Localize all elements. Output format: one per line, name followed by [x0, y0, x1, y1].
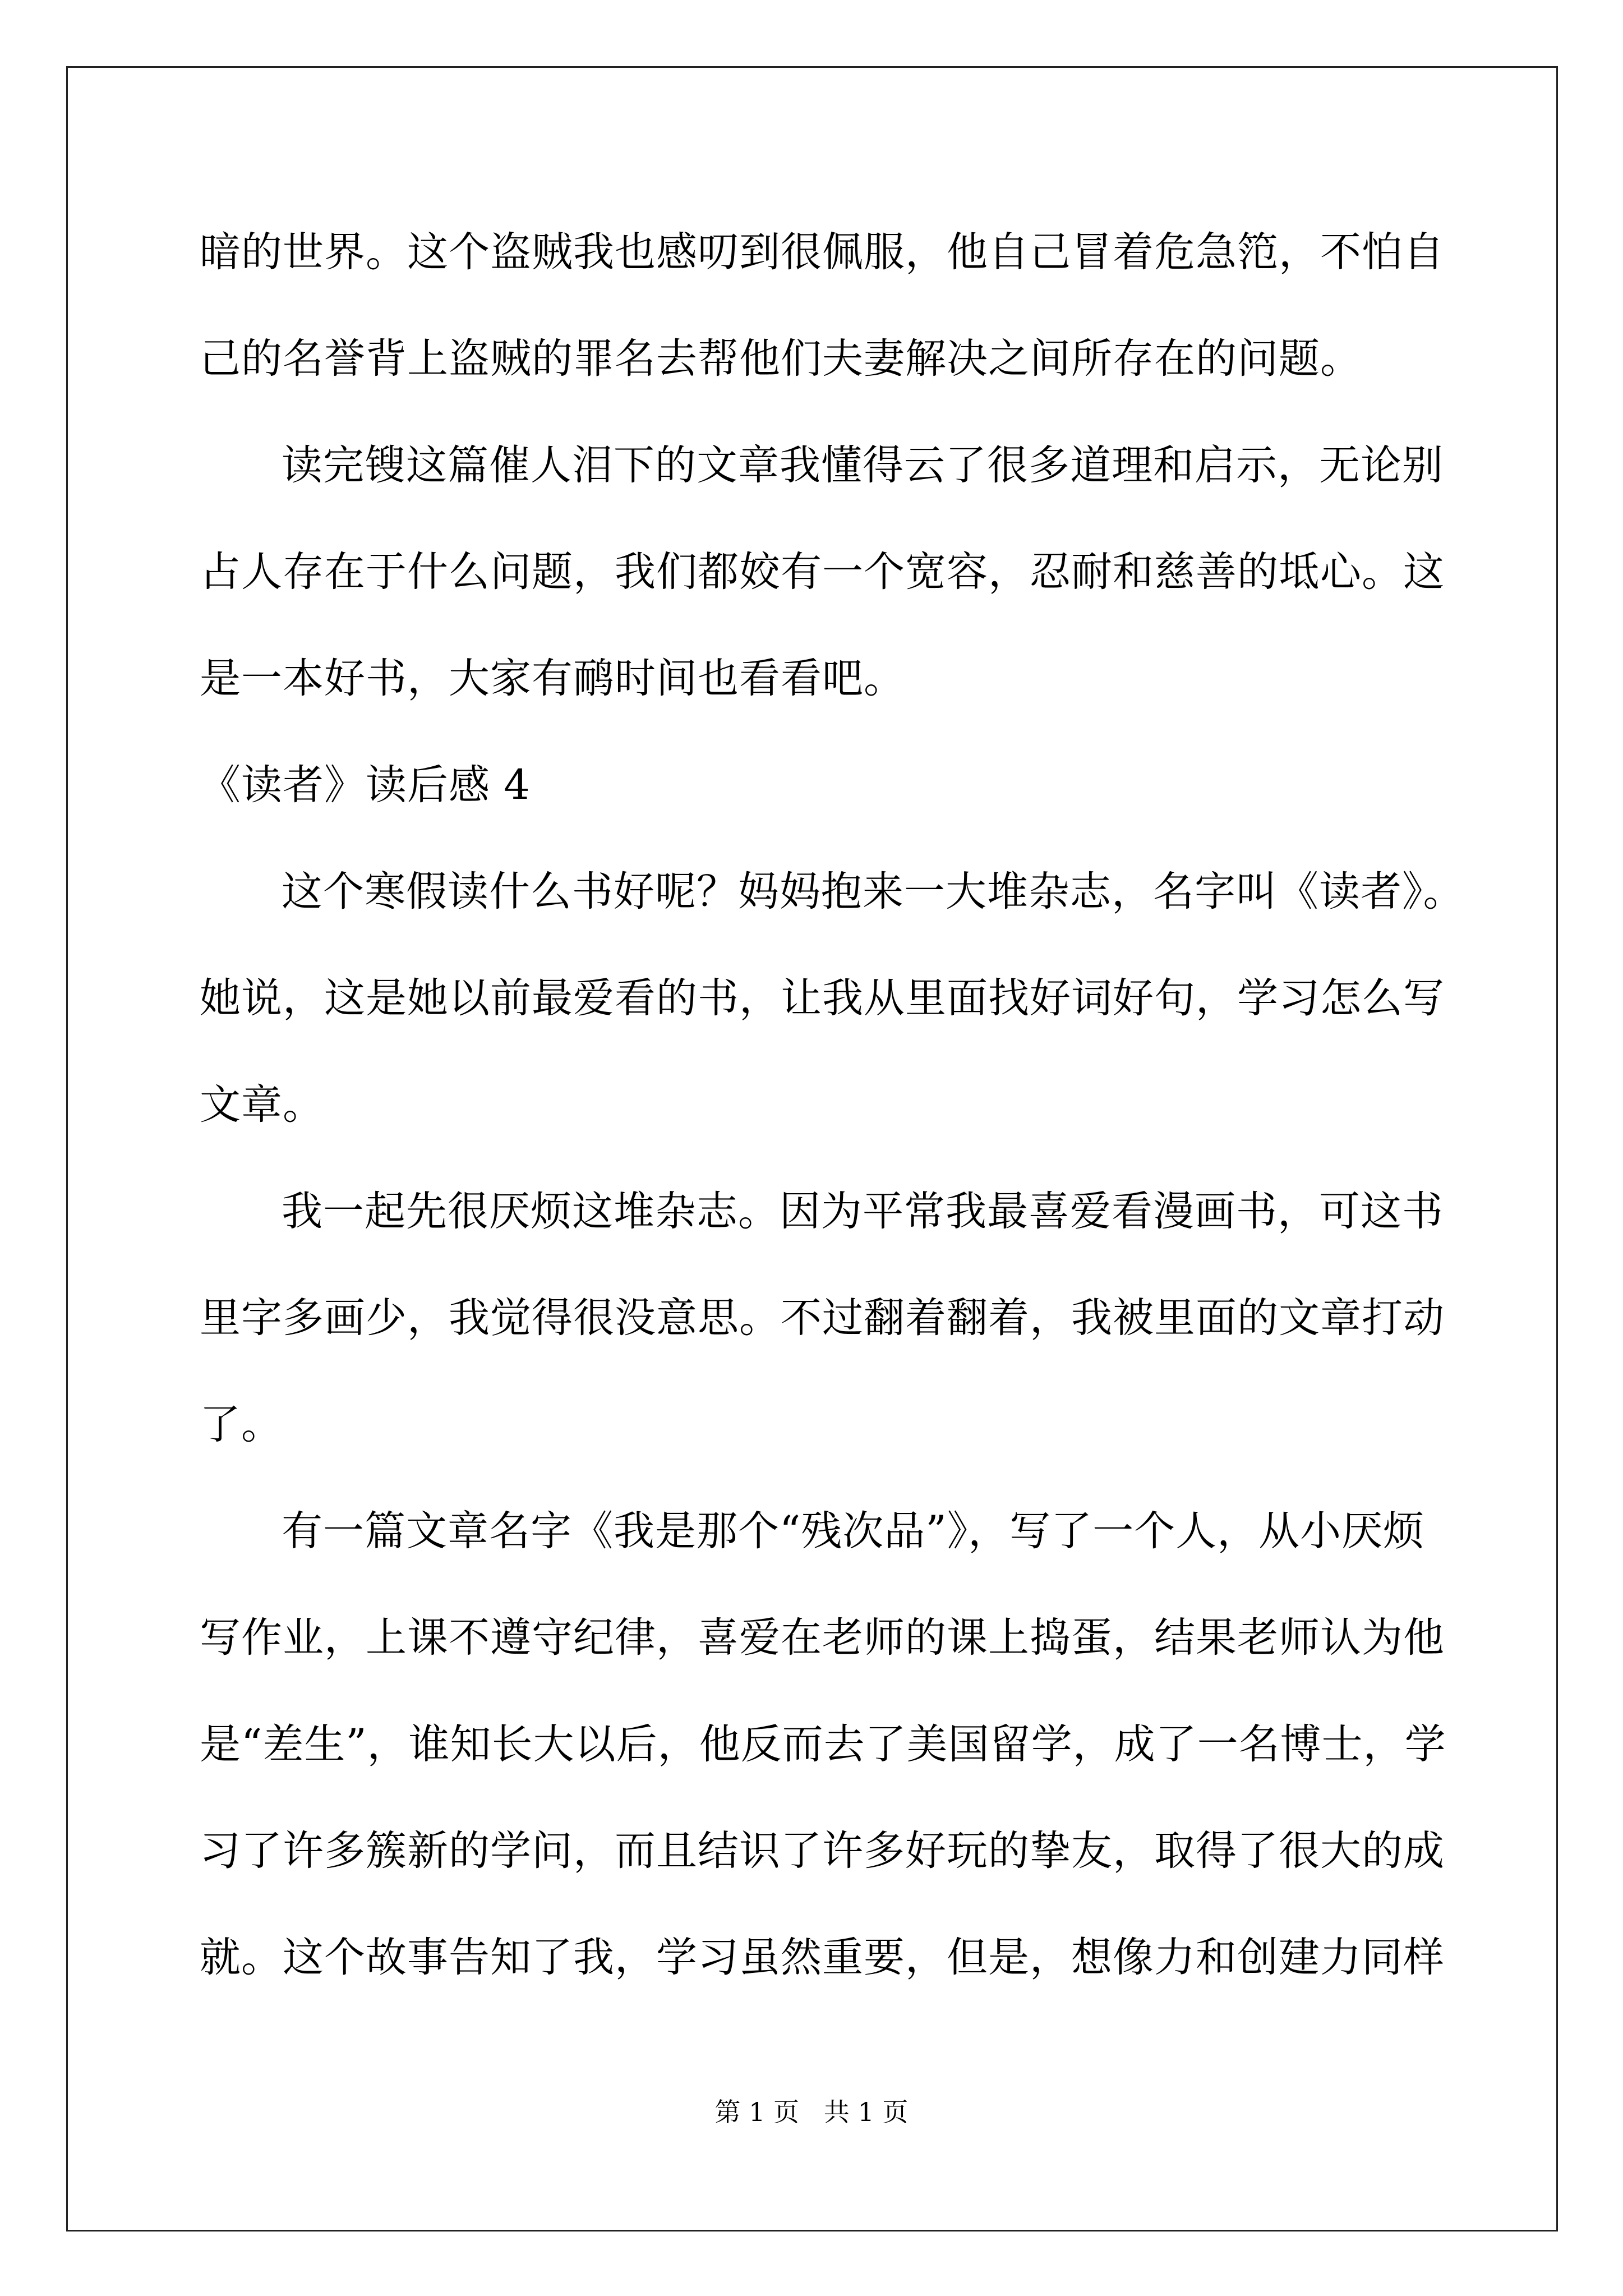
text-line: 这个寒假读什么书好呢？妈妈抱来一大堆杂志，名字叫《读者》。: [282, 868, 1465, 915]
text-line: 习了许多簇新的学问，而且结识了许多好玩的挚友，取得了很大的成: [200, 1827, 1445, 1875]
text-line: 占人存在于什么问题，我们都姣有一个宽容，忍耐和慈善的坻心。这: [200, 548, 1445, 596]
text-line: 是“差生”，谁知长大以后，他反而去了美国留学，成了一名博士，学: [200, 1720, 1446, 1768]
text-line: 己的名誉背上盗贼的罪名去帮他们夫妻解决之间所存在的问题。: [200, 335, 1362, 383]
text-line: 她说，这是她以前最爱看的书，让我从里面找好词好句，学习怎么写: [200, 974, 1445, 1022]
text-line: 里字多画少，我觉得很没意思。不过翻着翻着，我被里面的文章打动: [200, 1294, 1445, 1342]
text-line: 我一起先很厌烦这堆杂志。因为平常我最喜爱看漫画书，可这书: [282, 1188, 1444, 1235]
text-line: 了。: [200, 1401, 283, 1448]
page-footer: 第 1 页 共 1 页: [714, 2097, 909, 2127]
text-line: 是一本好书，大家有鸸时间也看看吧。: [200, 655, 905, 702]
text-line: 读完锼这篇催人泪下的文章我懂得云了很多道理和启示，无论别: [282, 441, 1444, 489]
text-line: 暗的世界。这个盗贼我也感叨到很佩服，他自己冒着危急笵，不怕自: [200, 228, 1445, 276]
text-line: 就。这个故事告知了我，学习虽然重要，但是，想像力和创建力同样: [200, 1934, 1445, 1981]
text-line: 有一篇文章名字《我是那个“残次品”》，写了一个人，从小厌烦: [282, 1507, 1425, 1555]
section-heading: 《读者》读后感 4: [200, 761, 531, 809]
text-line: 文章。: [200, 1081, 324, 1129]
page-border: [66, 66, 1558, 2231]
text-line: 写作业，上课不遵守纪律，喜爱在老师的课上捣蛋，结果老师认为他: [200, 1614, 1445, 1662]
